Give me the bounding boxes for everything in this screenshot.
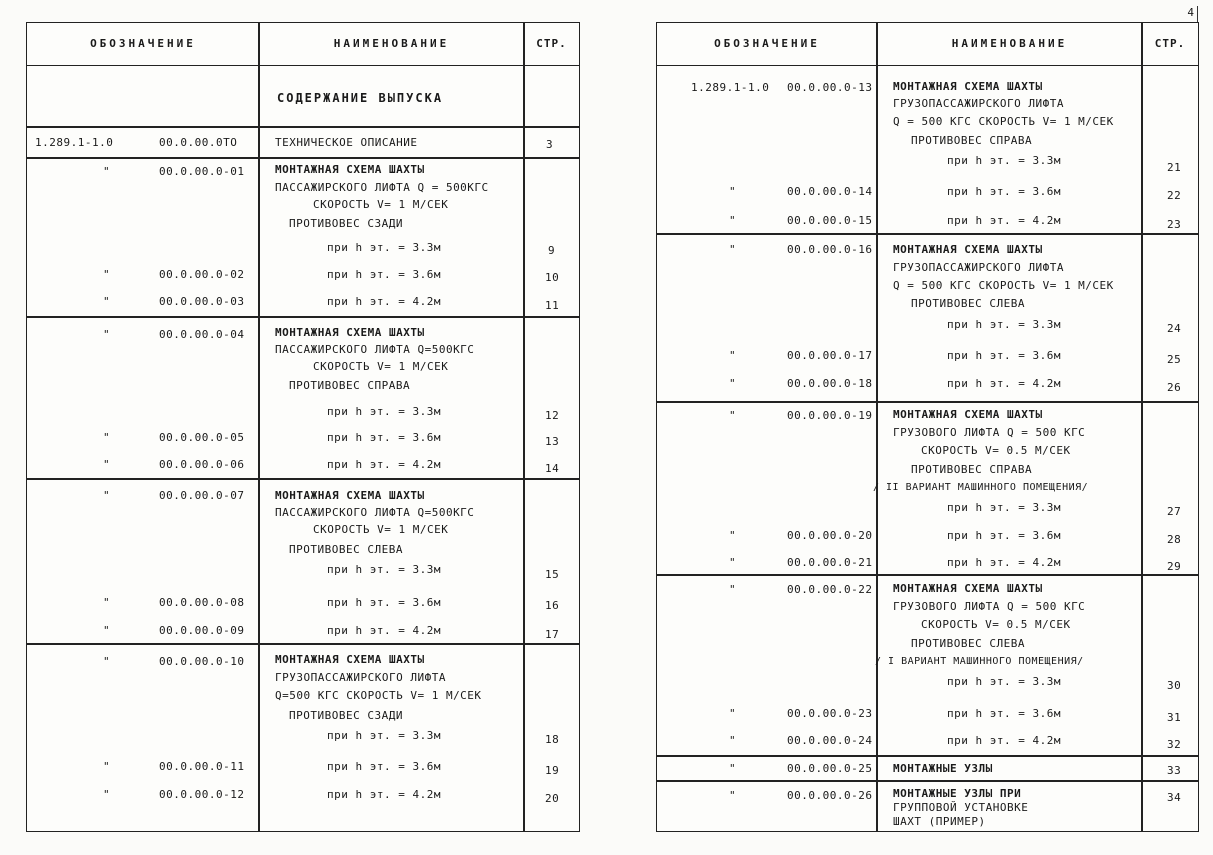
row-page: 21 <box>1167 161 1182 174</box>
header-name: НАИМЕНОВАНИЕ <box>333 37 450 50</box>
row-code: 00.0.00.0-01 <box>159 165 245 178</box>
row-name-line: ГРУППОВОЙ УСТАНОВКЕ <box>893 801 1029 814</box>
ditto-mark: " <box>729 349 737 362</box>
header-designation: ОБОЗНАЧЕНИЕ <box>90 37 196 50</box>
row-divider <box>27 157 579 159</box>
column-divider <box>876 23 878 831</box>
row-code: 00.0.00.0-23 <box>787 707 873 720</box>
row-page: 32 <box>1167 738 1182 751</box>
row-code: 00.0.00.0-10 <box>159 655 245 668</box>
series-number: 1.289.1-1.0 <box>691 81 770 94</box>
row-name: при h эт. = 4.2м <box>327 295 441 308</box>
row-name-line: МОНТАЖНАЯ СХЕМА ШАХТЫ <box>893 80 1043 93</box>
row-code: 00.0.00.0-03 <box>159 295 245 308</box>
row-name-line: ГРУЗОПАССАЖИРСКОГО ЛИФТА <box>893 97 1064 110</box>
ditto-mark: " <box>103 431 111 444</box>
row-page: 34 <box>1167 791 1182 804</box>
row-name: при h эт. = 3.6м <box>947 707 1061 720</box>
row-name-line: ПАССАЖИРСКОГО ЛИФТА Q=500КГС <box>275 343 475 356</box>
column-divider <box>258 23 260 831</box>
header-page: СТР. <box>1154 37 1186 50</box>
row-page: 30 <box>1167 679 1182 692</box>
row-page: 20 <box>545 792 560 805</box>
row-page: 25 <box>1167 353 1182 366</box>
row-name: при h эт. = 3.6м <box>947 185 1061 198</box>
row-name-line: при h эт. = 3.3м <box>327 405 441 418</box>
row-name-line: ПРОТИВОВЕС СПРАВА <box>911 134 1033 147</box>
row-divider <box>657 780 1198 782</box>
column-divider <box>1141 23 1143 831</box>
row-code: 00.0.00.0-12 <box>159 788 245 801</box>
row-code: 00.0.00.0-24 <box>787 734 873 747</box>
ditto-mark: " <box>729 556 737 569</box>
row-code: 00.0.00.0-16 <box>787 243 873 256</box>
ditto-mark: " <box>729 734 737 747</box>
row-page: 27 <box>1167 505 1182 518</box>
row-code: 00.0.00.0-17 <box>787 349 873 362</box>
header-page: СТР. <box>536 37 567 50</box>
row-name-line: Q=500 КГС СКОРОСТЬ V= 1 М/СЕК <box>275 689 482 702</box>
ditto-mark: " <box>729 409 737 422</box>
column-divider <box>523 23 525 831</box>
row-page: 28 <box>1167 533 1182 546</box>
row-divider <box>657 574 1198 576</box>
row-page: 12 <box>545 409 560 422</box>
row-name: при h эт. = 3.6м <box>327 760 441 773</box>
row-code: 00.0.00.0-25 <box>787 762 873 775</box>
row-name-line: Q = 500 КГС СКОРОСТЬ V= 1 М/СЕК <box>893 115 1114 128</box>
row-name-line: / II ВАРИАНТ МАШИННОГО ПОМЕЩЕНИЯ/ <box>873 482 1089 493</box>
row-code: 00.0.00.0-05 <box>159 431 245 444</box>
section-title: СОДЕРЖАНИЕ ВЫПУСКА <box>277 91 444 105</box>
row-name-line: МОНТАЖНАЯ СХЕМА ШАХТЫ <box>893 408 1043 421</box>
row-name-line: ПРОТИВОВЕС СПРАВА <box>911 463 1033 476</box>
row-name: при h эт. = 4.2м <box>947 214 1061 227</box>
row-name: при h эт. = 4.2м <box>947 377 1061 390</box>
ditto-mark: " <box>729 377 737 390</box>
row-divider <box>657 755 1198 757</box>
ditto-mark: " <box>103 624 111 637</box>
row-code: 00.0.00.0-14 <box>787 185 873 198</box>
row-name-line: СКОРОСТЬ V= 1 М/СЕК <box>313 523 449 536</box>
ditto-mark: " <box>729 185 737 198</box>
ditto-mark: " <box>729 214 737 227</box>
row-name-line: Q = 500 КГС СКОРОСТЬ V= 1 М/СЕК <box>893 279 1114 292</box>
row-name-line: МОНТАЖНАЯ СХЕМА ШАХТЫ <box>893 243 1043 256</box>
ditto-mark: " <box>729 583 737 596</box>
row-name-line: ПРОТИВОВЕС СЛЕВА <box>289 543 403 556</box>
row-page: 19 <box>545 764 560 777</box>
row-code: 00.0.00.0-26 <box>787 789 873 802</box>
row-name-line: МОНТАЖНЫЕ УЗЛЫ ПРИ <box>893 787 1022 800</box>
row-name-line: ГРУЗОПАССАЖИРСКОГО ЛИФТА <box>275 671 446 684</box>
row-page: 16 <box>545 599 560 612</box>
row-code: 00.0.00.0-18 <box>787 377 873 390</box>
row-divider <box>27 478 579 480</box>
ditto-mark: " <box>103 328 111 341</box>
ditto-mark: " <box>729 707 737 720</box>
row-name-line: ПАССАЖИРСКОГО ЛИФТА Q = 500КГС <box>275 181 489 194</box>
ditto-mark: " <box>729 789 737 802</box>
contents-table-left <box>26 22 580 832</box>
row-name: при h эт. = 3.6м <box>947 529 1061 542</box>
row-page: 15 <box>545 568 560 581</box>
row-name-line: при h эт. = 3.3м <box>947 154 1061 167</box>
ditto-mark: " <box>103 458 111 471</box>
ditto-mark: " <box>103 655 111 668</box>
row-name: при h эт. = 4.2м <box>327 458 441 471</box>
row-code: 00.0.00.0ТО <box>159 136 238 149</box>
contents-table-right <box>656 22 1199 832</box>
row-name: ТЕХНИЧЕСКОЕ ОПИСАНИЕ <box>275 136 418 149</box>
row-name: при h эт. = 3.6м <box>327 431 441 444</box>
row-name: МОНТАЖНЫЕ УЗЛЫ <box>893 762 993 775</box>
row-code: 00.0.00.0-19 <box>787 409 873 422</box>
row-divider <box>657 401 1198 403</box>
row-name-line: при h эт. = 3.3м <box>947 318 1061 331</box>
ditto-mark: " <box>103 596 111 609</box>
row-divider <box>27 316 579 318</box>
row-name-line: ПАССАЖИРСКОГО ЛИФТА Q=500КГС <box>275 506 475 519</box>
ditto-mark: " <box>729 529 737 542</box>
ditto-mark: " <box>103 788 111 801</box>
row-page: 18 <box>545 733 560 746</box>
row-page: 13 <box>545 435 560 448</box>
row-name-line: СКОРОСТЬ V= 1 М/СЕК <box>313 360 449 373</box>
row-page: 22 <box>1167 189 1182 202</box>
row-page: 11 <box>545 299 560 312</box>
row-name-line: МОНТАЖНАЯ СХЕМА ШАХТЫ <box>275 163 425 176</box>
row-page: 31 <box>1167 711 1182 724</box>
row-name: при h эт. = 3.6м <box>327 596 441 609</box>
page-number-mark: 4 <box>1178 6 1198 30</box>
row-code: 00.0.00.0-11 <box>159 760 245 773</box>
row-name-line: ПРОТИВОВЕС СЛЕВА <box>911 297 1025 310</box>
row-name-line: ПРОТИВОВЕС СЛЕВА <box>911 637 1025 650</box>
row-name-line: при h эт. = 3.3м <box>947 501 1061 514</box>
row-code: 00.0.00.0-02 <box>159 268 245 281</box>
row-code: 00.0.00.0-21 <box>787 556 873 569</box>
row-code: 00.0.00.0-15 <box>787 214 873 227</box>
row-name-line: МОНТАЖНАЯ СХЕМА ШАХТЫ <box>275 653 425 666</box>
row-name: при h эт. = 4.2м <box>947 734 1061 747</box>
ditto-mark: " <box>103 295 111 308</box>
row-page: 14 <box>545 462 560 475</box>
ditto-mark: " <box>729 762 737 775</box>
row-name-line: МОНТАЖНАЯ СХЕМА ШАХТЫ <box>275 326 425 339</box>
row-code: 00.0.00.0-20 <box>787 529 873 542</box>
row-name-line: ПРОТИВОВЕС СЗАДИ <box>289 709 403 722</box>
row-name-line: СКОРОСТЬ V= 0.5 М/СЕК <box>921 444 1071 457</box>
row-page: 9 <box>548 244 556 257</box>
row-name-line: СКОРОСТЬ V= 0.5 М/СЕК <box>921 618 1071 631</box>
row-page: 23 <box>1167 218 1182 231</box>
row-code: 00.0.00.0-09 <box>159 624 245 637</box>
row-name: при h эт. = 3.6м <box>947 349 1061 362</box>
row-name-line: при h эт. = 3.3м <box>327 563 441 576</box>
row-name-line: МОНТАЖНАЯ СХЕМА ШАХТЫ <box>275 489 425 502</box>
row-name: при h эт. = 3.6м <box>327 268 441 281</box>
ditto-mark: " <box>103 489 111 502</box>
ditto-mark: " <box>103 165 111 178</box>
row-code: 00.0.00.0-13 <box>787 81 873 94</box>
row-code: 00.0.00.0-07 <box>159 489 245 502</box>
row-code: 00.0.00.0-08 <box>159 596 245 609</box>
row-name: при h эт. = 4.2м <box>327 624 441 637</box>
header-designation: ОБОЗНАЧЕНИЕ <box>714 37 820 50</box>
row-name-line: ПРОТИВОВЕС СПРАВА <box>289 379 411 392</box>
row-name-line: при h эт. = 3.3м <box>947 675 1061 688</box>
row-name-line: при h эт. = 3.3м <box>327 729 441 742</box>
row-code: 00.0.00.0-06 <box>159 458 245 471</box>
row-code: 00.0.00.0-22 <box>787 583 873 596</box>
row-page: 26 <box>1167 381 1182 394</box>
row-name: при h эт. = 4.2м <box>947 556 1061 569</box>
row-divider <box>27 126 579 128</box>
row-name-line: ГРУЗОВОГО ЛИФТА Q = 500 КГС <box>893 600 1086 613</box>
row-page: 24 <box>1167 322 1182 335</box>
ditto-mark: " <box>729 243 737 256</box>
row-name-line: СКОРОСТЬ V= 1 М/СЕК <box>313 198 449 211</box>
table-header <box>657 23 1198 66</box>
row-name-line: при h эт. = 3.3м <box>327 241 441 254</box>
table-header <box>27 23 579 66</box>
series-number: 1.289.1-1.0 <box>35 136 114 149</box>
header-name: НАИМЕНОВАНИЕ <box>951 37 1068 50</box>
row-code: 00.0.00.0-04 <box>159 328 245 341</box>
row-name-line: / I ВАРИАНТ МАШИННОГО ПОМЕЩЕНИЯ/ <box>875 656 1084 667</box>
row-divider <box>657 233 1198 235</box>
row-page: 29 <box>1167 560 1182 573</box>
row-name-line: ГРУЗОПАССАЖИРСКОГО ЛИФТА <box>893 261 1064 274</box>
row-page: 33 <box>1167 764 1182 777</box>
row-page: 3 <box>546 138 554 151</box>
row-page: 10 <box>545 271 560 284</box>
row-name: при h эт. = 4.2м <box>327 788 441 801</box>
ditto-mark: " <box>103 760 111 773</box>
row-page: 17 <box>545 628 560 641</box>
row-name-line: ПРОТИВОВЕС СЗАДИ <box>289 217 403 230</box>
row-name-line: ГРУЗОВОГО ЛИФТА Q = 500 КГС <box>893 426 1086 439</box>
row-divider <box>27 643 579 645</box>
row-name-line: ШАХТ (ПРИМЕР) <box>893 815 986 828</box>
row-name-line: МОНТАЖНАЯ СХЕМА ШАХТЫ <box>893 582 1043 595</box>
ditto-mark: " <box>103 268 111 281</box>
